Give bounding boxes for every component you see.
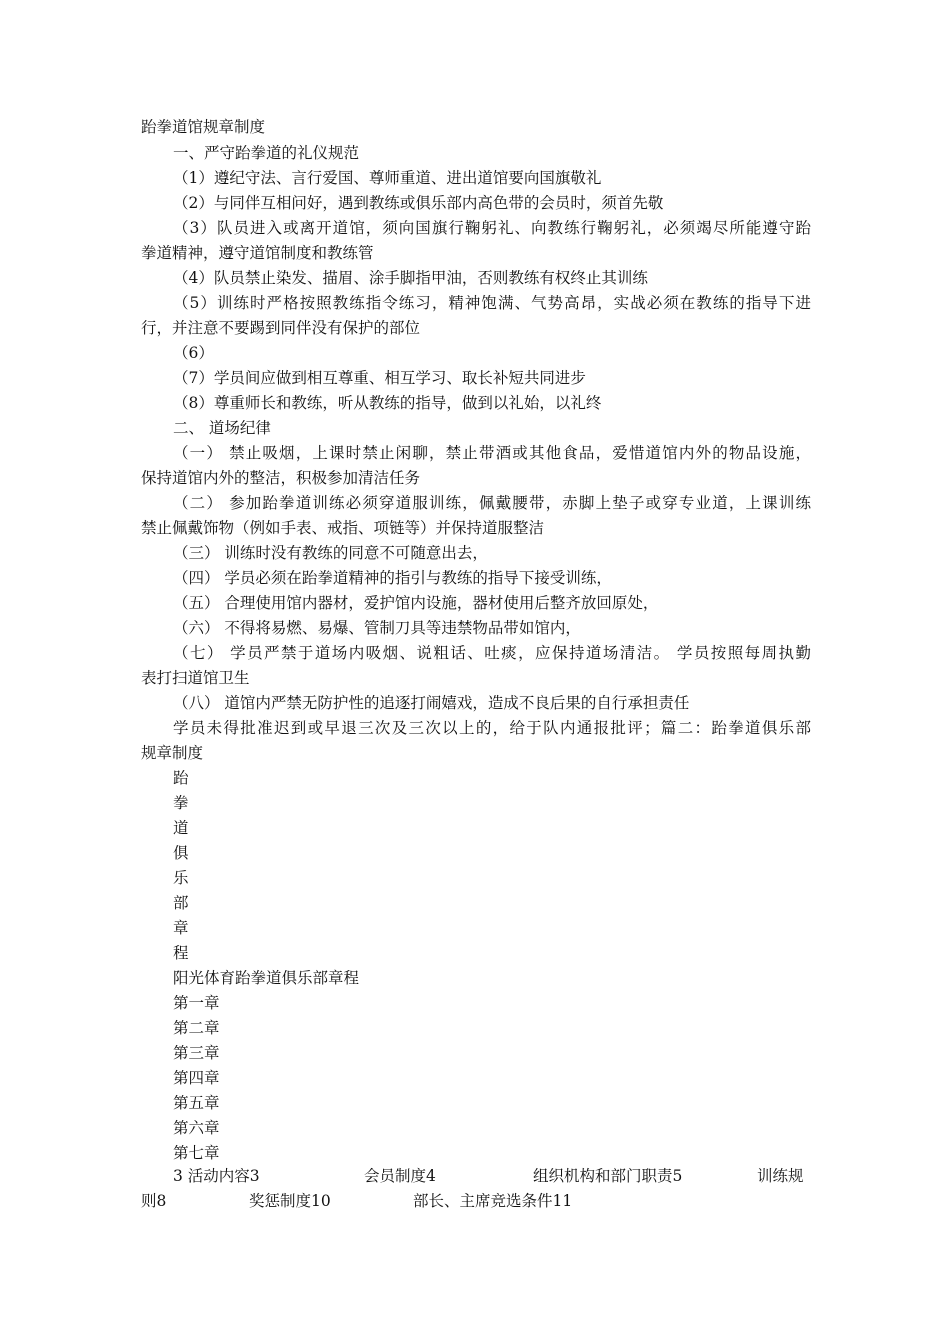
discipline-2-line-2: 禁止佩戴饰物（例如手表、戒指、项链等）并保持道服整洁	[141, 519, 545, 537]
discipline-6: （六） 不得将易燃、易爆、管制刀具等违禁物品带如馆内，	[173, 619, 581, 637]
rule-4: （4）队员禁止染发、描眉、涂手脚指甲油，否则教练有权终止其训练	[173, 269, 648, 287]
vertical-char: 跆	[173, 769, 189, 787]
chapter-heading: 第七章	[173, 1144, 220, 1162]
toc-line-2	[141, 1191, 811, 1211]
discipline-7-line-1: （七） 学员严禁于道场内吸烟、说粗话、吐痰，应保持道场清洁。 学员按照每周执勤	[173, 644, 811, 662]
section-heading-discipline: 二、 道场纪律	[173, 419, 271, 437]
rule-6: （6）	[173, 344, 214, 362]
vertical-char: 拳	[173, 794, 189, 812]
rule-5-line-1: （5）训练时严格按照教练指令练习，精神饱满、气势高昂，实战必须在教练的指导下进	[173, 294, 811, 312]
discipline-3: （三） 训练时没有教练的同意不可随意出去，	[173, 544, 488, 562]
rule-5-line-2: 行，并注意不要踢到同伴没有保护的部位	[141, 319, 421, 337]
rule-3-line-1: （3）队员进入或离开道馆，须向国旗行鞠躬礼、向教练行鞠躬礼，必须竭尽所能遵守跆	[173, 219, 811, 237]
chapter-heading: 第四章	[173, 1069, 220, 1087]
discipline-1-line-2: 保持道馆内外的整洁，积极参加清洁任务	[141, 469, 421, 487]
toc-line-1	[141, 1166, 811, 1186]
chapter-heading: 第三章	[173, 1044, 220, 1062]
club-charter-title: 阳光体育跆拳道俱乐部章程	[173, 969, 360, 987]
toc-entry: 奖惩制度10	[249, 1192, 331, 1210]
discipline-1-line-1: （一） 禁止吸烟，上课时禁止闲聊，禁止带酒或其他食品，爱惜道馆内外的物品设施，	[173, 444, 811, 462]
toc-entry: 则8	[141, 1192, 167, 1210]
rule-3-line-2: 拳道精神，遵守道馆制度和教练管	[141, 244, 374, 262]
discipline-4: （四） 学员必须在跆拳道精神的指引与教练的指导下接受训练，	[173, 569, 612, 587]
chapter-heading: 第一章	[173, 994, 220, 1012]
toc-entry: 会员制度4	[364, 1167, 436, 1185]
vertical-char: 道	[173, 819, 189, 837]
discipline-2-line-1: （二） 参加跆拳道训练必须穿道服训练，佩戴腰带，赤脚上垫子或穿专业道，上课训练	[173, 494, 811, 512]
vertical-char: 乐	[173, 869, 189, 887]
discipline-5: （五） 合理使用馆内器材，爱护馆内设施，器材使用后整齐放回原处，	[173, 594, 659, 612]
rule-8: （8）尊重师长和教练，听从教练的指导，做到以礼始，以礼终	[173, 394, 602, 412]
discipline-8: （八） 道馆内严禁无防护性的追逐打闹嬉戏，造成不良后果的自行承担责任	[173, 694, 690, 712]
vertical-char: 部	[173, 894, 189, 912]
rule-7: （7）学员间应做到相互尊重、相互学习、取长补短共同进步	[173, 369, 586, 387]
paragraph-line-2: 规章制度	[141, 744, 204, 762]
chapter-heading: 第五章	[173, 1094, 220, 1112]
paragraph-line-1: 学员未得批准迟到或早退三次及三次以上的，给于队内通报批评；篇二：跆拳道俱乐部	[173, 719, 811, 737]
section-heading-etiquette: 一、严守跆拳道的礼仪规范	[173, 144, 360, 162]
vertical-char: 俱	[173, 844, 189, 862]
toc-entry: 3 活动内容3	[173, 1167, 260, 1185]
rule-2: （2）与同伴互相问好，遇到教练或俱乐部内高色带的会员时，须首先敬	[173, 194, 664, 212]
toc-entry: 组织机构和部门职责5	[533, 1167, 683, 1185]
document-title: 跆拳道馆规章制度	[141, 118, 266, 136]
toc-entry: 训练规	[757, 1167, 804, 1185]
chapter-heading: 第二章	[173, 1019, 220, 1037]
vertical-char: 程	[173, 944, 189, 962]
discipline-7-line-2: 表打扫道馆卫生	[141, 669, 250, 687]
vertical-char: 章	[173, 919, 189, 937]
rule-1: （1）遵纪守法、言行爱国、尊师重道、进出道馆要向国旗敬礼	[173, 169, 602, 187]
toc-entry: 部长、主席竞选条件11	[413, 1192, 573, 1210]
chapter-heading: 第六章	[173, 1119, 220, 1137]
